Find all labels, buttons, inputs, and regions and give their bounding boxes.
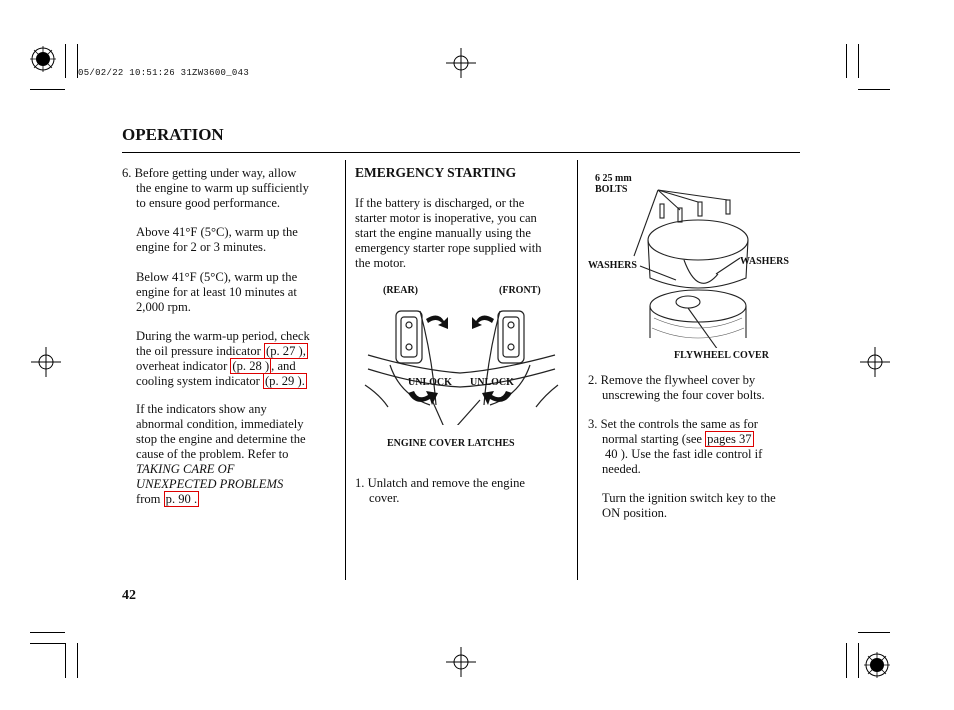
- rear-label: (REAR): [383, 285, 418, 296]
- crop-mark: [65, 643, 66, 678]
- crosshair-icon: [31, 347, 61, 377]
- washers-label: WASHERS: [588, 260, 637, 271]
- unlock-label: UNLOCK: [408, 377, 452, 388]
- paragraph: Above 41°F (5°C), warm up the engine for 2 or 3 minutes.: [136, 225, 298, 254]
- crosshair-icon: [446, 647, 476, 677]
- paragraph: If the battery is discharged, or the starter motor is inoperative, you can start the engine manually using the emergency starter rope supplied with the motor.: [355, 196, 542, 270]
- washers-label: WASHERS: [740, 256, 789, 267]
- column-divider: [577, 160, 578, 580]
- unlock-label: UNLOCK: [470, 377, 514, 388]
- step-1: 1. Unlatch and remove the engine cover.: [355, 476, 525, 505]
- step-3: 3. Set the controls the same as for normal starting (see pages 37 40 ). Use the fast idle control if needed.: [588, 417, 763, 476]
- link-p28[interactable]: (p. 28 ): [232, 359, 270, 373]
- page-number: 42: [122, 588, 136, 603]
- crop-mark: [77, 643, 78, 678]
- link-pages-37-40[interactable]: pages 37: [707, 432, 752, 446]
- figure-caption: ENGINE COVER LATCHES: [387, 438, 515, 449]
- front-label: (FRONT): [499, 285, 541, 296]
- print-stamp: 05/02/22 10:51:26 31ZW3600_043: [78, 68, 250, 78]
- column-divider: [345, 160, 346, 580]
- crop-mark: [858, 89, 890, 90]
- crop-mark: [858, 632, 890, 633]
- paragraph: Below 41°F (5°C), warm up the engine for at least 10 minutes at 2,000 rpm.: [136, 270, 298, 314]
- link-p27[interactable]: (p. 27 ),: [266, 344, 306, 358]
- step-6: 6. Before getting under way, allow the engine to warm up sufficiently to ensure good performance.: [122, 166, 309, 210]
- paragraph: During the warm-up period, check the oil pressure indicator (p. 27 ), overheat indicator (p. 28 ) , and cooling system indicator (p. 29 ).: [136, 329, 310, 388]
- crop-mark: [30, 632, 65, 633]
- figure-caption: FLYWHEEL COVER: [674, 350, 769, 361]
- section-heading: EMERGENCY STARTING: [355, 165, 517, 180]
- link-p90[interactable]: p. 90 .: [165, 492, 198, 506]
- registration-target-icon: [862, 650, 892, 680]
- step-2: 2. Remove the flywheel cover by unscrewing the four cover bolts.: [588, 373, 765, 402]
- crosshair-icon: [860, 347, 890, 377]
- crop-mark: [65, 44, 66, 78]
- title-rule: [122, 152, 800, 153]
- page-title: OPERATION: [122, 125, 224, 144]
- paragraph: Turn the ignition switch key to the ON position.: [602, 491, 776, 520]
- link-p29[interactable]: (p. 29 ).: [264, 374, 305, 388]
- crop-mark: [858, 44, 859, 78]
- paragraph: If the indicators show any abnormal condition, immediately stop the engine and determine the cause of the problem. Refer to TAKING CARE OF UNEXPECTED PROBLEMS from p. 90 .: [136, 402, 306, 506]
- crop-mark: [858, 643, 859, 678]
- bolts-size-label: 6 25 mm: [595, 173, 632, 184]
- crosshair-icon: [446, 48, 476, 78]
- crop-mark: [30, 643, 65, 644]
- bolts-label: BOLTS: [595, 184, 628, 195]
- crop-mark: [30, 89, 65, 90]
- crop-mark: [846, 44, 847, 78]
- crop-mark: [846, 643, 847, 678]
- engine-cover-latches-illustration: [360, 295, 570, 425]
- registration-target-icon: [28, 44, 58, 74]
